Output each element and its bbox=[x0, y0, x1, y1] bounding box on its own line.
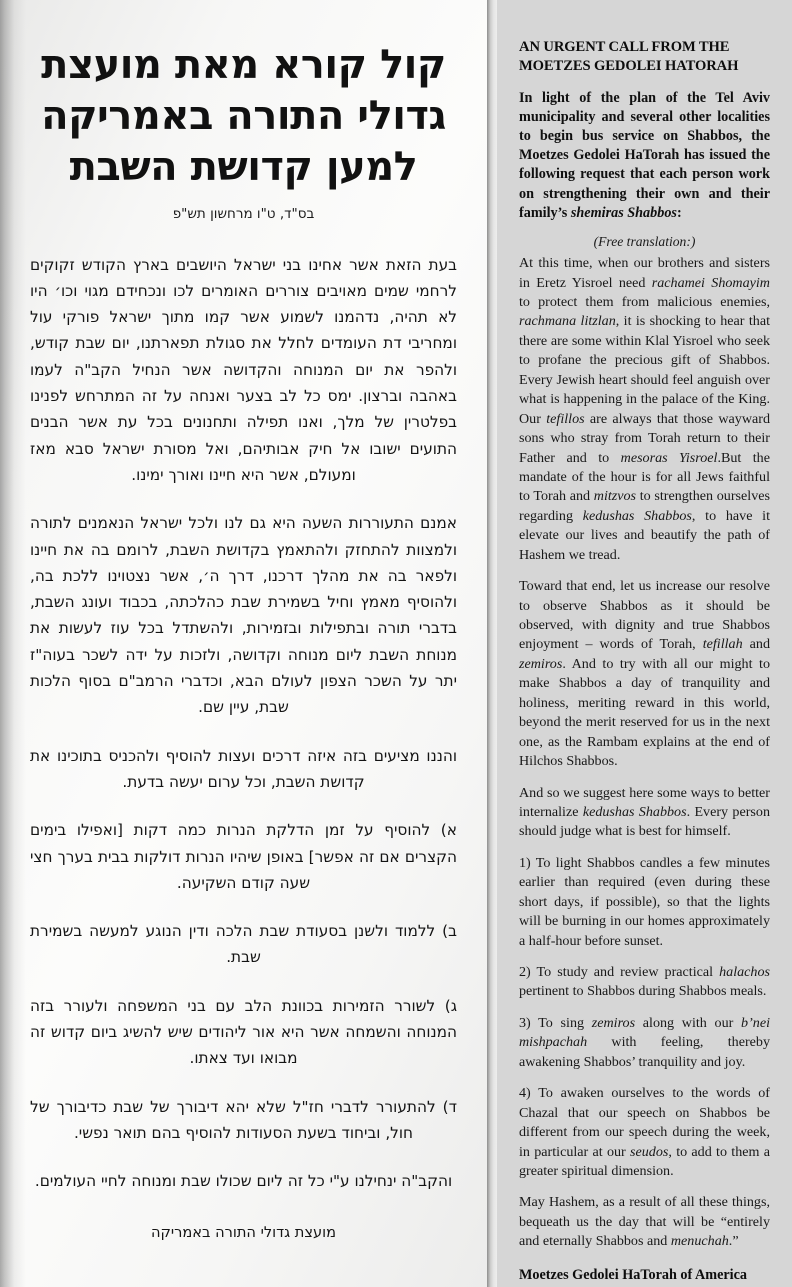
hebrew-body bbox=[30, 252, 457, 1195]
english-paragraph-1: At this time, when our brothers and sisters in Eretz Yisroel need rachamei Shomayim to protect them from malicious enemies, rachmana litzlan, it is shocking to hear that there are some within Klal Yisroel who seek to profane the precious gift of Shabbos. Every Jewish heart should feel anguish over what is happening in the palace of the King. Our tefillos are always that those wayward sons who stray from Torah return to their Father and to mesoras Yisroel.But the mandate of the hour is for all Jews faithful to Torah and mitzvos to strengthen ourselves regarding kedushas Shabbos, to have it elevate our lives and beautify the path of Hashem we tread. bbox=[519, 255, 770, 563]
hebrew-paragraph-3: והננו מציעים בזה איזה דרכים ועצות להוסיף ולהכניס בתוכינו את קדושת השבת, וכל ערום יעשה בדעת. bbox=[30, 746, 457, 791]
english-paragraph-2: Toward that end, let us increase our resolve to observe Shabbos as it should be observed, with dignity and true Shabbos enjoyment – words of Torah, tefillah and zemiros. And to try with all our might to make Shabbos a day of tranquility and holiness, meriting reward in this world, beyond the merit reserved for us in the next one, as the Rambam explains at the end of Hilchos Shabbos. bbox=[519, 578, 770, 770]
english-closing-paragraph: May Hashem, as a result of all these things, bequeath us the day that will be “entirely and eternally Shabbos and menuchah.” bbox=[519, 1194, 770, 1250]
hebrew-signature: מועצת גדולי התורה באמריקה bbox=[150, 1224, 337, 1242]
hebrew-paragraph-2: אמנם התעוררות השעה היא גם לנו ולכל ישראל הנאמנים לתורה ולמצוות להתחזק ולהתאמץ בקדושת השבת, לרומם בה את חיינו ולפאר בה את מהלך דרכנו, דרך ה׳, אשר נצטוינו ללכת בה, ולהוסיף מאמץ וחיל בשמירת שבת כהלכתה, בכבוד ועונג השבת, בדברי תורה ובתפילות ובזמירות, ולהשתדל בכל עוז לעשות את מנוחת השבת ליום מנוחה וקדושה, ולזכות על ידה לשכר בעוה"ז יתר על השכר הצפון לעולם הבא, וכדברי הרמב"ם בסוף הלכות שבת, עיין שם. bbox=[30, 514, 457, 717]
english-body bbox=[519, 254, 770, 1252]
english-column bbox=[497, 0, 792, 1287]
english-list-item-2: 2) To study and review practical halachos pertinent to Shabbos during Shabbos meals. bbox=[519, 964, 770, 1000]
hebrew-date-line: בס"ד, ט"ו מרחשון תש"פ bbox=[172, 205, 315, 222]
hebrew-title-line-3: למען קדושת השבת bbox=[69, 144, 418, 191]
hebrew-closing-blessing: והקב"ה ינחילנו ע"י כל זה ליום שכולו שבת ומנוחה לחיי העולמים. bbox=[34, 1172, 453, 1191]
english-list-item-1: 1) To light Shabbos candles a few minutes earlier than required (even during these short days, if possible), so that the lights will be burning in our homes approximately a half-hour before sunset. bbox=[519, 854, 770, 949]
hebrew-title bbox=[30, 40, 457, 194]
english-free-translation-label: (Free translation:) bbox=[593, 234, 696, 250]
english-lede-paragraph: In light of the plan of the Tel Aviv municipality and several other localities to begin bus service on Shabbos, the Moetzes Gedolei HaTorah has issued the following request that each person work on strengthening their own and their family’s shemiras Shabbos: bbox=[519, 89, 770, 221]
hebrew-list-item-gimel: ג) לשורר הזמירות בכוונת הלב עם בני המשפחה ולעורר בזה המנוחה והשמחה אשר היא אור ליהודים שיש להשיג ביום קדוש זה מבואו ועד צאתו. bbox=[30, 996, 457, 1068]
hebrew-list-item-alef: א) להוסיף על זמן הדלקת הנרות כמה דקות [ואפילו בימים הקצרים אם זה אפשר] באופן שיהיו הנרות דולקות בבית בערך חצי שעה קודם השקיעה. bbox=[30, 821, 457, 892]
english-headline: AN URGENT CALL FROM THE MOETZES GEDOLEI HATORAH bbox=[519, 39, 739, 75]
column-divider bbox=[487, 0, 497, 1287]
hebrew-list-item-daled: ד) להתעורר לדברי חז"ל שלא יהא דיבורך של שבת כדיבורך של חול, וביחוד בשעת הסעודות להוסיף בהם תואר נפשי. bbox=[30, 1097, 457, 1142]
english-paragraph-3: And so we suggest here some ways to better internalize kedushas Shabbos. Every person should judge what is best for himself. bbox=[519, 784, 771, 840]
hebrew-paragraph-1: בעת הזאת אשר אחינו בני ישראל היושבים בארץ הקודש זקוקים לרחמי שמים מאויבים צוררים האומרים לכו ונכחידם מגוי וכו׳ היו לא תהיה, נדהמנו לשמוע אשר קמו מתוך ישראל פורקי עול ומחריבי דת העומדים לחלל את סגולת תפארתנו, יום שבת קודש, ולהפר את יום המנוחה והקדושה אשר הנחיל הקב"ה לעמו באהבה וברצון. ימס כל לב בצער ואנחה על זה המתרחש לפנינו בפלטרין של מלך, ואנו תפילה ותחנונים בכל עת אשר הבנים התועים ישובו אל חיק אבותיהם, ואל מסורת ישראל סבא מאז ומעולם, אשר היא חיינו ואורך ימינו. bbox=[30, 255, 457, 484]
english-list-item-3: 3) To sing zemiros along with our b’nei mishpachah with feeling, thereby awakening Shabbos’ tranquility and joy. bbox=[519, 1014, 770, 1070]
english-list-item-4: 4) To awaken ourselves to the words of Chazal that our speech on Shabbos be different from our speech during the week, in particular at our seudos, to add to them a greater spiritual dimension. bbox=[519, 1085, 770, 1179]
hebrew-list-item-beis: ב) ללמוד ולשנן בסעודת שבת הלכה ודין הנוגע למעשה בשמירת שבת. bbox=[30, 922, 457, 967]
hebrew-title-line-1: קול קורא מאת מועצת bbox=[41, 42, 446, 88]
hebrew-title-line-2: גדולי התורה באמריקה bbox=[41, 93, 446, 140]
english-signature: Moetzes Gedolei HaTorah of America bbox=[519, 1266, 747, 1283]
